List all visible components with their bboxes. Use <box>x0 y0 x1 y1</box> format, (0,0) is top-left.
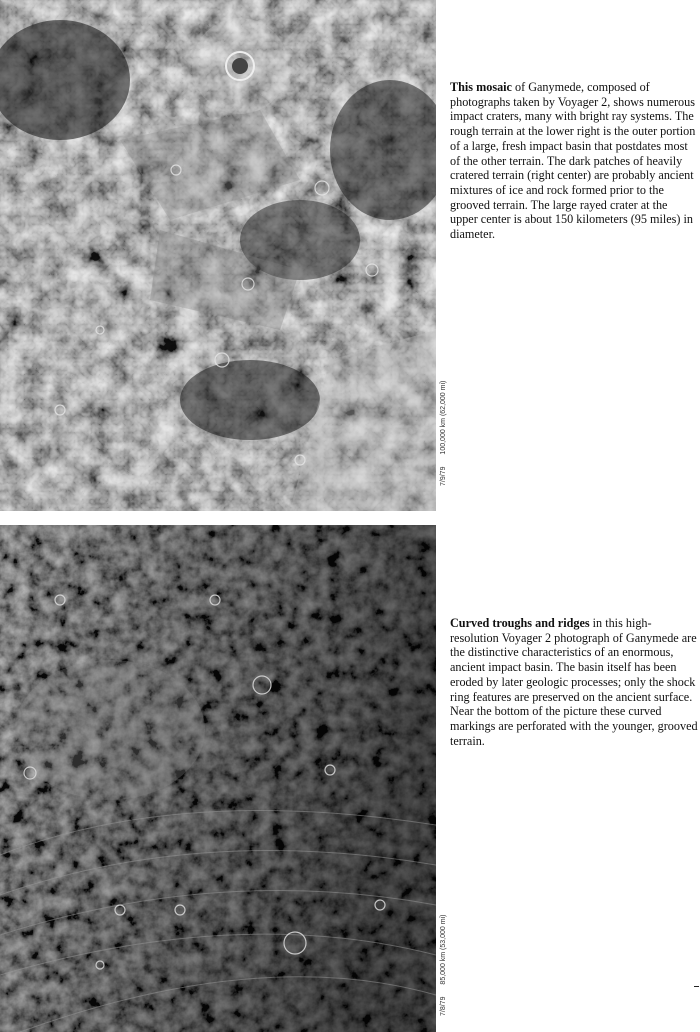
photo-bottom-range: 85,000 km (53,000 mi) <box>440 914 447 985</box>
rayed-crater <box>192 18 288 114</box>
caption-top-lead: This mosaic <box>450 80 512 94</box>
caption-bottom-body: in this high-resolution Voyager 2 photograph of Ganymede are the distinctive characteristics of an enormous, ancient impact basin. The basin itself has been eroded by later geologic processes; only the shock ring features are preserved on the ancient surface. Near the bottom of the picture these curved markings are perforated with the younger, grooved terrain. <box>450 616 698 748</box>
ganymede-mosaic-photo <box>0 0 436 511</box>
ganymede-basin-photo <box>0 525 436 1032</box>
photo-top-date: 7/9/79 <box>440 466 447 486</box>
photo-bottom-label <box>440 905 447 1016</box>
photo-top-label <box>440 371 447 486</box>
caption-top <box>450 80 698 242</box>
page-edge-mark <box>694 986 699 987</box>
photo-top-range: 100,000 km (62,000 mi) <box>440 380 447 455</box>
photo-bottom-date: 7/8/79 <box>440 996 447 1016</box>
caption-top-body: of Ganymede, composed of photographs taken by Voyager 2, shows numerous impact craters, many with bright ray systems. The rough terrain at the lower right is the outer portion of a large, fresh impact basin that postdates most of the other terrain. The dark patches of heavily cratered terrain (right center) are probably ancient mixtures of ice and rock formed prior to the grooved terrain. The large rayed crater at the upper center is about 150 kilometers (95 miles) in diameter. <box>450 80 696 242</box>
caption-bottom-lead: Curved troughs and ridges <box>450 616 590 630</box>
caption-bottom <box>450 616 698 748</box>
